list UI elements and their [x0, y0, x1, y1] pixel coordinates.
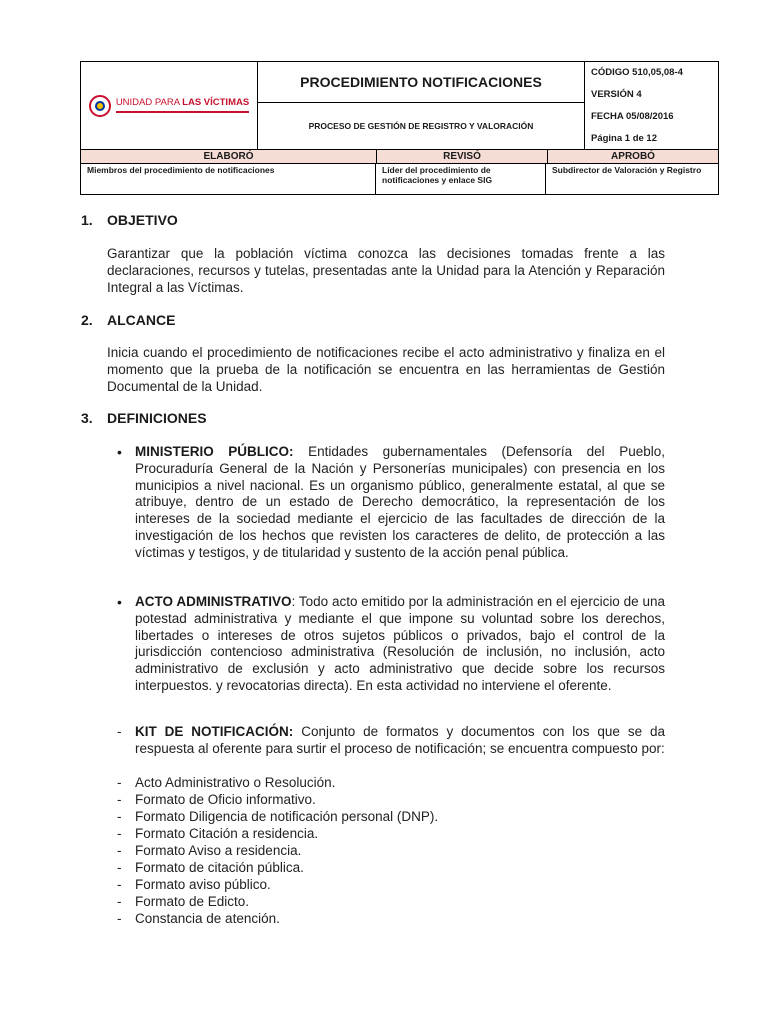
- document-version: VERSIÓN 4: [591, 89, 642, 101]
- meta-cell: [585, 62, 718, 149]
- dash-marker: -: [117, 843, 122, 858]
- aprobo-value: Subdirector de Valoración y Registro: [552, 165, 702, 175]
- definition-term: MINISTERIO PÚBLICO:: [135, 444, 294, 459]
- list-item: Formato de citación pública.: [135, 860, 304, 875]
- dash-marker: -: [117, 877, 122, 892]
- definition-ministerio-publico: [135, 444, 665, 562]
- list-item: Formato Citación a residencia.: [135, 826, 319, 841]
- logo-cell: [81, 62, 258, 149]
- section-alcance-text: Inicia cuando el procedimiento de notificaciones recibe el acto administrativo y finaliza en el momento que la prueba de la notificación se encuentra en las herramientas de Gestión Documental de la Unidad.: [107, 345, 665, 394]
- section-title: ALCANCE: [107, 312, 176, 328]
- dash-marker: -: [117, 724, 122, 739]
- definition-text: : Todo acto emitido por la administración en el ejercicio de una potestad administrativa y mediante el que impone su voluntad sobre los derechos, libertades o intereses de otros sujetos públicos o privados, bajo el control de la jurisdicción contencioso administrativa (Resolución de inclusión, no inclusión, acto administrativo de exclusión y acto administrativo que decide sobre los recursos interpuestos. y revocatorias directa). En esta actividad no interviene el oferente.: [135, 594, 665, 693]
- header-top-row: [81, 62, 718, 150]
- colombia-seal-icon: [89, 95, 111, 117]
- list-item: Formato de Oficio informativo.: [135, 792, 316, 807]
- section-objetivo-heading: [81, 212, 178, 228]
- dash-marker: -: [117, 775, 122, 790]
- dash-marker: -: [117, 809, 122, 824]
- definition-acto-administrativo: [135, 594, 665, 695]
- dash-marker: -: [117, 911, 122, 926]
- elaboro-label: ELABORÓ: [81, 150, 377, 163]
- definition-text: Entidades gubernamentales (Defensoría del Pueblo, Procuraduría General de la Nación y Personerías municipales) con presencia en los municipios a nivel nacional. Es un organismo público, generalmente estatal, al que se atribuye, dentro de un estado de Derecho democrático, la representación de los intereses de la sociedad mediante el ejercicio de las facultades de dirección de la investigación de los hechos que revisten los caracteres de delito, de protección a las víctimas y testigos, y de titularidad y sustento de la acción penal pública.: [135, 444, 665, 560]
- definition-kit-notificacion: [135, 724, 665, 758]
- elaboro-value: Miembros del procedimiento de notificaciones: [81, 164, 376, 194]
- section-title: OBJETIVO: [107, 212, 178, 228]
- document-title: PROCEDIMIENTO NOTIFICACIONES: [258, 62, 584, 103]
- approval-header-row: [81, 150, 718, 164]
- section-number: 3.: [81, 410, 93, 426]
- page-number: Página 1 de 12: [591, 132, 658, 144]
- reviso-label: REVISÓ: [377, 150, 548, 163]
- section-title: DEFINICIONES: [107, 410, 207, 426]
- section-alcance-heading: [81, 312, 175, 328]
- list-item: Acto Administrativo o Resolución.: [135, 775, 336, 790]
- bullet-marker: •: [117, 444, 122, 460]
- document-header-table: [80, 61, 719, 195]
- dash-marker: -: [117, 860, 122, 875]
- section-number: 2.: [81, 312, 93, 328]
- document-date: FECHA 05/08/2016: [591, 110, 674, 122]
- definition-text: Conjunto de formatos y documentos con los que se da respuesta al oferente para surtir el proceso de notificación; se encuentra compuesto por:: [135, 724, 665, 756]
- list-item: Constancia de atención.: [135, 911, 280, 926]
- list-item: Formato Diligencia de notificación personal (DNP).: [135, 809, 439, 824]
- section-number: 1.: [81, 212, 93, 228]
- section-definiciones-heading: [81, 410, 207, 426]
- title-cell: [258, 62, 585, 149]
- definition-term: KIT DE NOTIFICACIÓN:: [135, 724, 294, 739]
- aprobo-label: APROBÓ: [611, 151, 655, 162]
- reviso-value: Líder del procedimiento de notificaciones y enlace SIG: [376, 164, 546, 194]
- definition-term: ACTO ADMINISTRATIVO: [135, 594, 292, 609]
- unidad-victimas-logo: [89, 95, 249, 117]
- section-objetivo-text: Garantizar que la población víctima conozca las decisiones tomadas frente a las declaraciones, recursos y tutelas, presentadas ante la Unidad para la Atención y Reparación Integral a las Víctimas.: [107, 246, 665, 295]
- bullet-marker: •: [117, 594, 122, 610]
- dash-marker: -: [117, 826, 122, 841]
- dash-marker: -: [117, 894, 122, 909]
- document-code: CÓDIGO 510,05,08-4: [591, 67, 683, 79]
- logo-text: UNIDAD PARA LAS VÍCTIMAS: [116, 98, 249, 113]
- process-name: PROCESO DE GESTIÓN DE REGISTRO Y VALORACIÓN: [308, 121, 534, 131]
- approval-body-row: [81, 164, 718, 194]
- list-item: Formato Aviso a residencia.: [135, 843, 302, 858]
- list-item: Formato de Edicto.: [135, 894, 250, 909]
- list-item: Formato aviso público.: [135, 877, 271, 892]
- dash-marker: -: [117, 792, 122, 807]
